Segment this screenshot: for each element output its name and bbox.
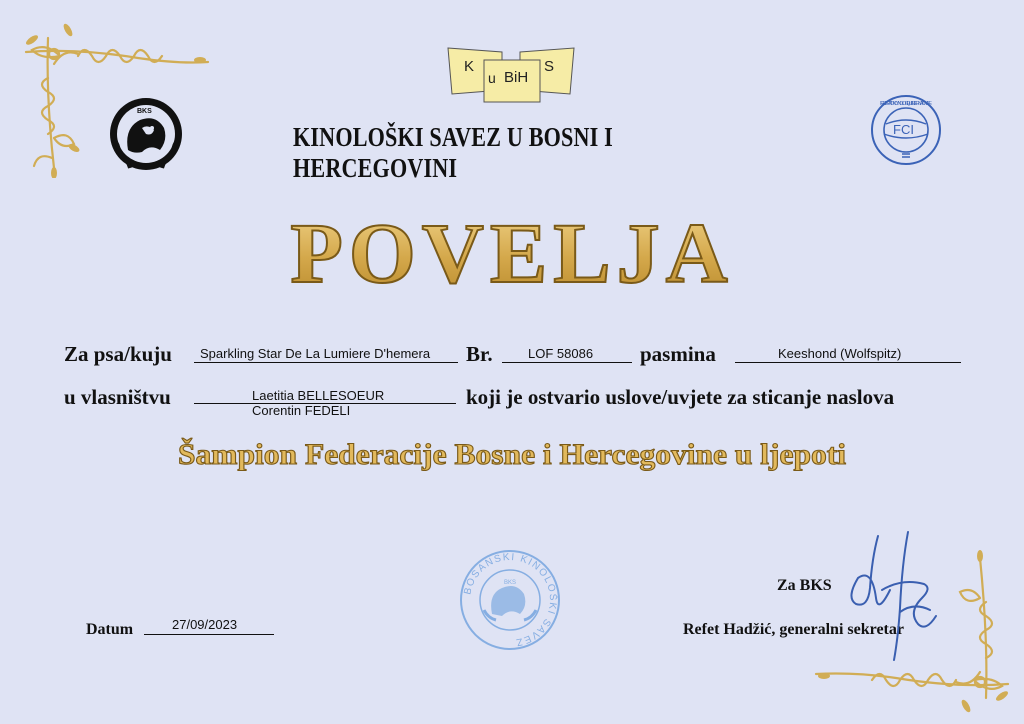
stamp-ring-text: BOSANSKI KINOLOŠKI SAVEZ (462, 551, 559, 648)
dog-name-value: Sparkling Star De La Lumiere D'hemera (200, 346, 431, 361)
date-line (144, 634, 274, 635)
logo-letter-k: K (464, 58, 475, 75)
breed-line (735, 362, 961, 363)
title-statement: koji je ostvario uslove/uvjete za sticanje naslova (466, 385, 895, 409)
fci-emblem (870, 94, 942, 166)
bks-dog-emblem (106, 94, 186, 174)
for-bks-label: Za BKS (777, 577, 832, 594)
logo-letter-s: S (544, 58, 555, 75)
dog-name-line (194, 362, 458, 363)
number-value: LOF 58086 (528, 346, 594, 361)
owner-value-1: Laetitia BELLESOEUR (252, 388, 385, 403)
fci-label: FCI (893, 122, 914, 137)
breed-value: Keeshond (Wolfspitz) (778, 346, 902, 361)
signatory-name: Refet Hadžić, generalni sekretar (683, 621, 904, 638)
award-text: Šampion Federacije Bosne i Hercegovine u ljepoti (178, 438, 846, 471)
dog-label: Za psa/kuju (64, 342, 172, 366)
breed-label: pasmina (640, 342, 716, 366)
number-label: Br. (466, 342, 493, 366)
handwritten-signature (842, 528, 952, 668)
logo-letters-bih: BiH (504, 69, 529, 86)
date-value: 27/09/2023 (172, 617, 238, 632)
bks-stamp (458, 548, 562, 652)
number-line (502, 362, 632, 363)
fci-ring-text: FEDERATION CYNOLOGIQUE INTERNATIONALE (880, 101, 932, 107)
organization-name: KINOLOŠKI SAVEZ U BOSNI I HERCEGOVINI (293, 122, 613, 183)
certificate-title (0, 210, 1024, 310)
award-title (0, 430, 1024, 478)
bks-emblem-label: BKS (137, 108, 152, 115)
title-text: POVELJA (290, 210, 734, 301)
stamp-inner-label: BKS (503, 580, 517, 586)
date-label: Datum (86, 621, 134, 638)
owner-label: u vlasništvu (64, 385, 171, 409)
owner-value-2: Corentin FEDELI (252, 403, 351, 418)
logo-letter-u: u (488, 70, 496, 86)
kubihs-logo (446, 44, 576, 106)
